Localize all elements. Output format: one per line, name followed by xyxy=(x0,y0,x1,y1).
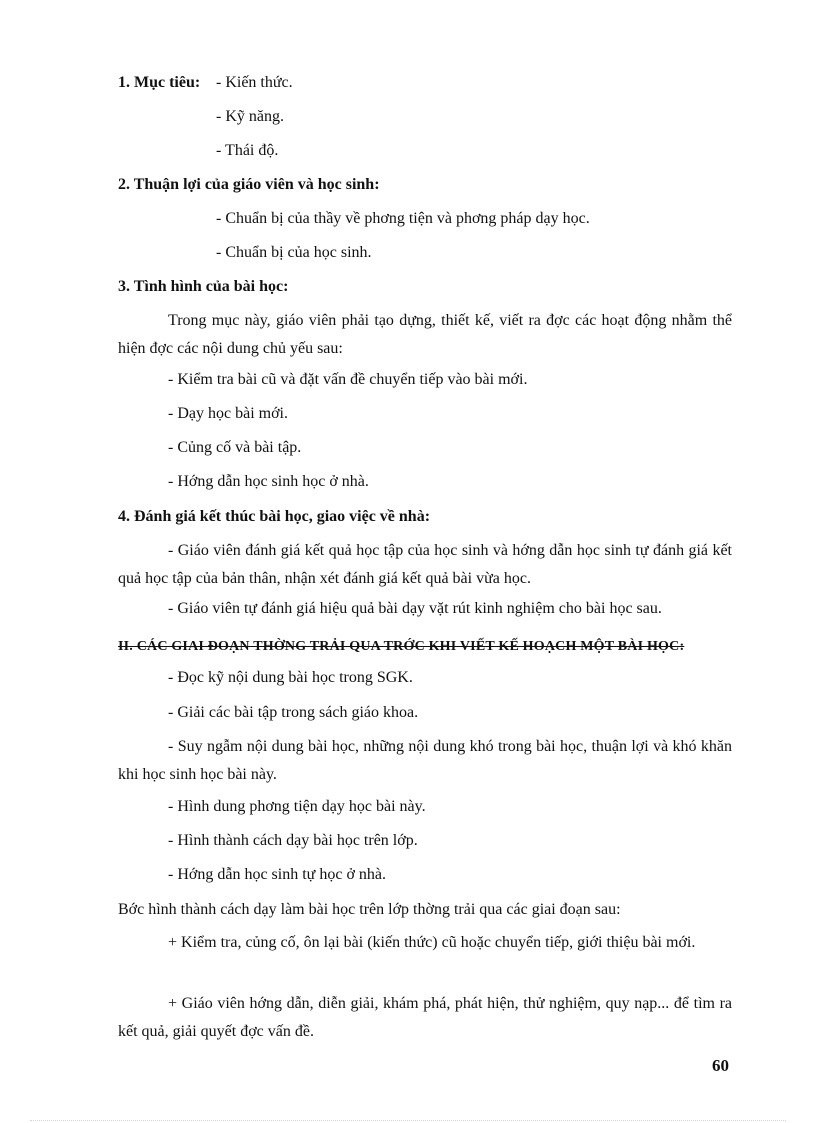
section-ii-heading: II. CÁC GIAI ĐOẠN THỜNG TRẢI QUA TRỚC KHI VIẾT KẾ HOẠCH MỘT BÀI HỌC: xyxy=(118,639,685,654)
teacher-preparation-item: - Chuẩn bị của thầy về phơng tiện và phơng pháp dạy học. xyxy=(216,210,590,227)
section-3-intro-paragraph: Trong mục này, giáo viên phải tạo dựng, thiết kế, viết ra đợc các hoạt động nhằm thể hiện đợc các nội dung chủ yếu sau: xyxy=(118,312,732,357)
stage-item-exercises: - Giải các bài tập trong sách giáo khoa. xyxy=(168,704,419,721)
objective-item-attitude: - Thái độ. xyxy=(216,142,279,159)
activity-item-homework: - Hớng dẫn học sinh học ở nhà. xyxy=(168,473,369,490)
section-4-heading: 4. Đánh giá kết thúc bài học, giao việc về nhà: xyxy=(118,508,431,525)
evaluation-paragraph-1: - Giáo viên đánh giá kết quả học tập của học sinh và hớng dẫn học sinh tự đánh giá kết quả học tập của bản thân, nhận xét đánh giá kết quả bài vừa học. xyxy=(118,542,732,587)
stage-item-teaching-method: - Hình thành cách dạy bài học trên lớp. xyxy=(168,832,418,849)
stage-step-guide: + Giáo viên hớng dẫn, diễn giải, khám phá, phát hiện, thử nghiệm, quy nạp... để tìm ra kết quả, giải quyết đợc vấn đề. xyxy=(118,995,732,1040)
footer-divider xyxy=(30,1120,786,1121)
page-number: 60 xyxy=(712,1056,729,1075)
stage-item-reflect: - Suy ngẫm nội dung bài học, những nội dung khó trong bài học, thuận lợi và khó khăn khi học sinh học bài này. xyxy=(118,738,732,783)
stage-item-teaching-aids: - Hình dung phơng tiện dạy học bài này. xyxy=(168,798,426,815)
objectives-row xyxy=(118,72,293,94)
stage-step-review: + Kiểm tra, củng cố, ôn lại bài (kiến thức) cũ hoặc chuyển tiếp, giới thiệu bài mới. xyxy=(168,934,696,951)
objectives-heading: 1. Mục tiêu: xyxy=(118,74,201,91)
activity-item-review: - Kiểm tra bài cũ và đặt vấn đề chuyển tiếp vào bài mới. xyxy=(168,371,528,388)
evaluation-paragraph-2: - Giáo viên tự đánh giá hiệu quả bài dạy vặt rút kinh nghiệm cho bài học sau. xyxy=(168,600,662,617)
activity-item-new-lesson: - Dạy học bài mới. xyxy=(168,405,288,422)
stage-item-self-study: - Hớng dẫn học sinh tự học ở nhà. xyxy=(168,866,386,883)
section-3-heading: 3. Tình hình của bài học: xyxy=(118,278,289,295)
section-2-heading: 2. Thuận lợi của giáo viên và học sinh: xyxy=(118,176,380,193)
objective-item-skills: - Kỹ năng. xyxy=(216,108,284,125)
stage-item-read: - Đọc kỹ nội dung bài học trong SGK. xyxy=(168,669,413,686)
activity-item-exercises: - Củng cố và bài tập. xyxy=(168,439,302,456)
objective-item-knowledge: - Kiến thức. xyxy=(216,74,293,91)
stages-intro-paragraph: Bớc hình thành cách dạy làm bài học trên lớp thờng trải qua các giai đoạn sau: xyxy=(118,901,621,918)
student-preparation-item: - Chuẩn bị của học sinh. xyxy=(216,244,372,261)
